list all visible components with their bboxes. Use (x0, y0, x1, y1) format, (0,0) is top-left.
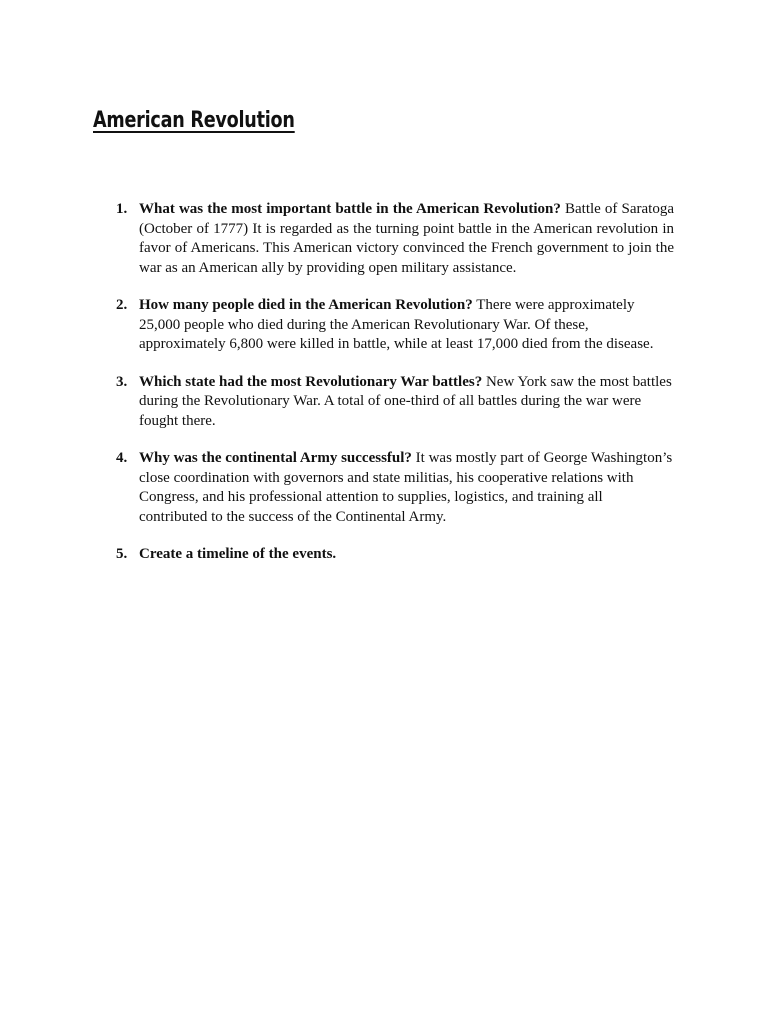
answer-text: It was mostly part of George Washington’s close coordination with governors and state militias, his cooperative relations with Congress, and his professional attention to supplies, logistics, and training all contributed to the success of the Continental Army. (139, 450, 673, 525)
answer-text: There were approximately 25,000 people who died during the American Revolutionary War. Of these, approximately 6,800 were killed in battle, while at least 17,000 died from the disease. (139, 297, 654, 352)
item-number: 3. (116, 373, 128, 390)
question-text: What was the most important battle in the American Revolution? (139, 201, 561, 217)
question-item-2 (116, 296, 674, 355)
question-text: Why was the continental Army successful? (139, 450, 412, 466)
answer-text: New York saw the most battles during the Revolutionary War. A total of one-third of all battles during the war were fought there. (139, 373, 672, 429)
answer-text: Battle of Saratoga (October of 1777) It is regarded as the turning point battle in the American revolution in favor of Americans. This American victory convinced the French government to join the war as an American ally by providing open military assistance. (139, 201, 674, 276)
question-list (116, 200, 674, 583)
item-number: 1. (116, 201, 128, 217)
question-item-4 (116, 449, 674, 527)
question-text: Create a timeline of the events. (139, 546, 337, 562)
question-item-1 (116, 200, 674, 278)
item-number: 4. (116, 450, 128, 466)
question-item-5 (116, 545, 674, 565)
question-item-3 (116, 373, 674, 432)
question-text: How many people died in the American Revolution? (139, 297, 473, 313)
item-number: 5. (116, 546, 128, 562)
question-text: Which state had the most Revolutionary War battles? (139, 373, 483, 390)
page-title: American Revolution (93, 108, 295, 133)
item-number: 2. (116, 297, 128, 313)
